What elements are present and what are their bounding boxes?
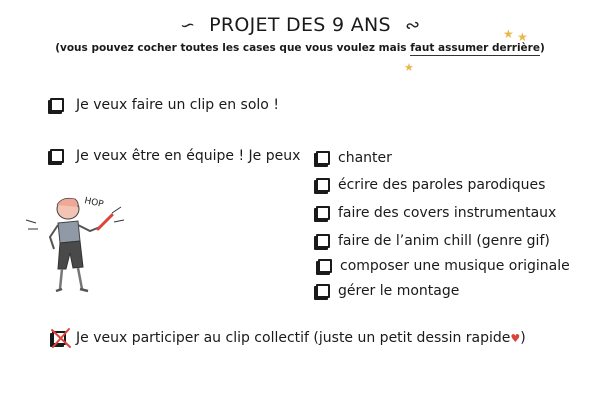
role-checkbox[interactable]: [318, 259, 332, 273]
swirl-left-icon: ∽: [178, 13, 197, 37]
solo-checkbox[interactable]: [50, 98, 64, 112]
role-item[interactable]: [316, 283, 459, 299]
role-label: gérer le montage: [338, 283, 460, 299]
cross-mark-icon: [50, 327, 72, 349]
role-label: faire de l’anim chill (genre gif): [338, 233, 550, 249]
role-label: écrire des paroles parodiques: [338, 177, 546, 193]
option-team[interactable]: [50, 148, 300, 164]
subtitle-underlined: faut assumer derrière: [410, 42, 540, 54]
role-checkbox[interactable]: [316, 206, 330, 220]
collective-checkbox[interactable]: [52, 331, 66, 345]
subtitle-prefix: (vous pouvez cocher toutes les cases que vous voulez mais: [55, 42, 411, 54]
role-item[interactable]: [316, 205, 556, 221]
role-item[interactable]: [316, 177, 545, 193]
role-item[interactable]: [318, 258, 570, 274]
role-label: faire des covers instrumentaux: [338, 205, 557, 221]
role-checkbox[interactable]: [316, 151, 330, 165]
role-item[interactable]: [316, 233, 550, 249]
hop-text: HOP: [83, 196, 105, 210]
role-checkbox[interactable]: [316, 178, 330, 192]
team-label: Je veux être en équipe ! Je peux: [76, 148, 301, 164]
team-checkbox[interactable]: [50, 149, 64, 163]
heart-icon: ♥: [510, 332, 521, 345]
collective-label: [76, 330, 526, 346]
page-title: PROJET DES 9 ANS: [209, 14, 391, 36]
star-icon: ★: [503, 27, 514, 41]
star-icon: ★: [404, 61, 414, 74]
page-subtitle: [0, 42, 600, 54]
role-item[interactable]: [316, 150, 392, 166]
swirl-right-icon: ∾: [403, 13, 422, 37]
role-checkbox[interactable]: [316, 234, 330, 248]
role-checkbox[interactable]: [316, 284, 330, 298]
dancing-character-illustration: [20, 185, 130, 300]
solo-label: Je veux faire un clip en solo !: [76, 97, 279, 113]
option-collective[interactable]: [52, 330, 526, 346]
subtitle-suffix: ): [539, 42, 545, 54]
collective-label-suffix: ): [520, 330, 526, 346]
option-solo[interactable]: [50, 97, 279, 113]
collective-label-text: Je veux participer au clip collectif (juste un petit dessin rapide: [76, 330, 511, 346]
star-icon: ★: [517, 30, 528, 44]
role-label: composer une musique originale: [340, 258, 570, 274]
role-label: chanter: [338, 150, 392, 166]
